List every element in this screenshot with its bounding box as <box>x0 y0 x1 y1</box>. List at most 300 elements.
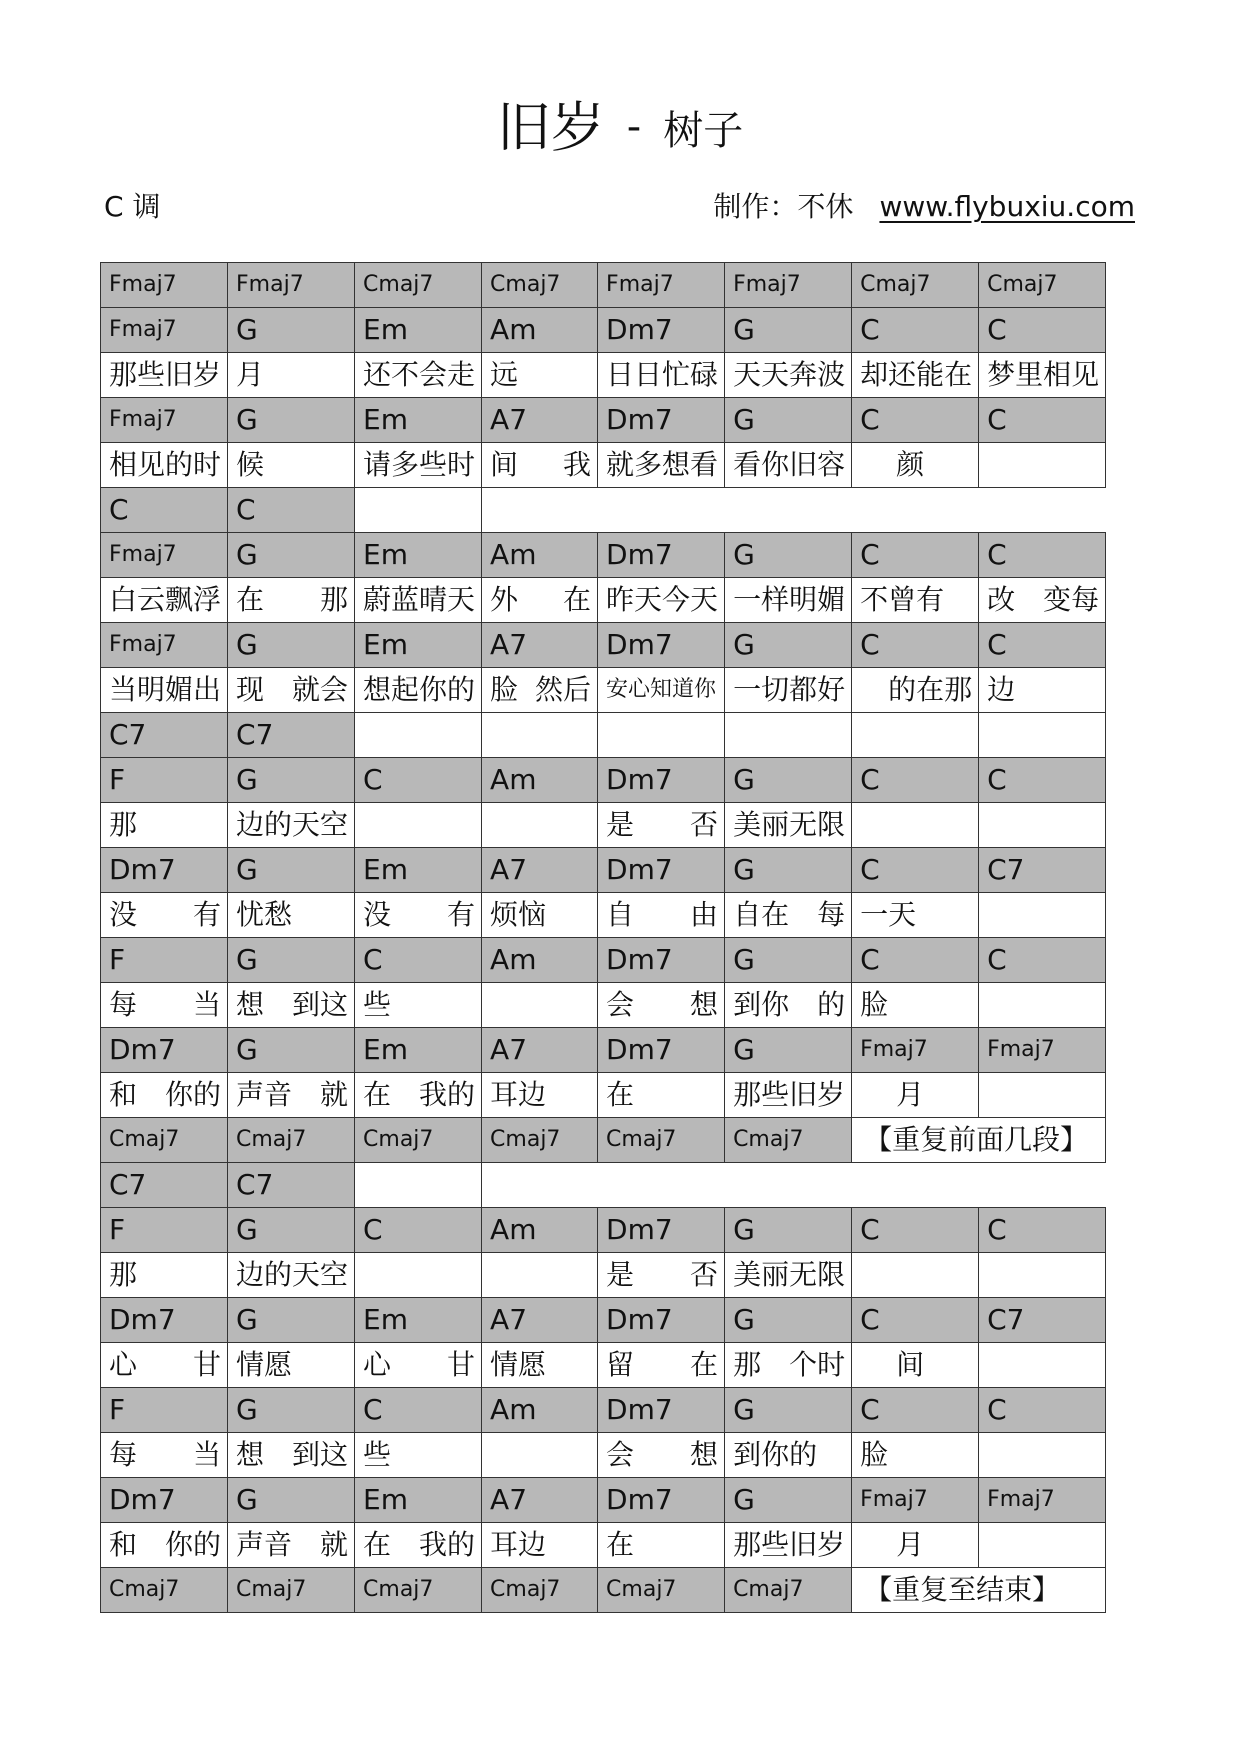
chord-cell: Em <box>355 308 482 353</box>
lyric-cell <box>979 443 1106 488</box>
chord-cell: G <box>725 1028 852 1073</box>
chord-cell <box>852 713 979 758</box>
lyric-cell: 月 <box>228 353 355 398</box>
chord-cell: C <box>852 398 979 443</box>
blank-area <box>482 488 1106 533</box>
chord-cell: G <box>228 533 355 578</box>
chord-grid <box>100 262 1106 1613</box>
chord-cell: C <box>979 1388 1106 1433</box>
song-key: C 调 <box>104 190 161 223</box>
lyric-fragment: 在 <box>563 583 592 616</box>
lyric-fragment: 间 <box>490 448 519 481</box>
lyric-cell: 还不会走 <box>355 353 482 398</box>
lyric-fragment: 想 <box>236 1438 265 1471</box>
lyric-row <box>101 353 1106 398</box>
repeat-note: 【重复前面几段】 <box>852 1118 1106 1163</box>
chord-cell: Dm7 <box>598 1298 725 1343</box>
chord-cell: Cmaj7 <box>852 263 979 308</box>
chord-cell: Dm7 <box>598 623 725 668</box>
chord-cell: G <box>228 308 355 353</box>
chord-cell: Am <box>482 938 598 983</box>
lyric-cell <box>482 1253 598 1298</box>
lyric-cell: 些 <box>355 983 482 1028</box>
chord-cell: G <box>228 1298 355 1343</box>
chord-cell: Em <box>355 533 482 578</box>
chord-cell: C <box>852 848 979 893</box>
lyric-cell <box>482 668 598 713</box>
lyric-fragment: 现 <box>236 673 265 706</box>
lyric-cell: 间 <box>852 1343 979 1388</box>
lyric-fragment: 改 <box>987 583 1016 616</box>
chord-row <box>101 1118 1106 1163</box>
lyric-row <box>101 1523 1106 1568</box>
lyric-cell <box>979 1343 1106 1388</box>
lyric-cell: 月 <box>852 1523 979 1568</box>
title-separator: - <box>626 104 642 150</box>
lyric-fragment: 然后 <box>535 673 592 706</box>
lyric-cell: 到你的 <box>725 1433 852 1478</box>
lyric-fragment: 心 <box>109 1348 138 1381</box>
lyric-cell: 请多些时 <box>355 443 482 488</box>
chord-cell: Fmaj7 <box>101 398 228 443</box>
lyric-cell <box>228 1523 355 1568</box>
lyric-fragment: 那 <box>320 583 349 616</box>
chord-cell: C <box>355 1388 482 1433</box>
lyric-fragment: 就会 <box>292 673 349 706</box>
lyric-cell: 脸 <box>852 1433 979 1478</box>
chord-cell: Fmaj7 <box>979 1028 1106 1073</box>
lyric-cell: 情愿 <box>228 1343 355 1388</box>
lyric-cell <box>598 1253 725 1298</box>
lyric-cell: 在 <box>598 1523 725 1568</box>
lyric-cell: 忧愁 <box>228 893 355 938</box>
lyric-cell: 日日忙碌 <box>598 353 725 398</box>
chord-cell: Dm7 <box>101 1028 228 1073</box>
lyric-fragment: 甘 <box>447 1348 476 1381</box>
lyric-cell: 蔚蓝晴天 <box>355 578 482 623</box>
chord-cell <box>725 713 852 758</box>
chord-cell: C <box>852 1298 979 1343</box>
chord-cell: Dm7 <box>598 1208 725 1253</box>
chord-cell: G <box>725 1388 852 1433</box>
lyric-fragment: 会 <box>606 988 635 1021</box>
lyric-cell <box>979 803 1106 848</box>
lyric-cell <box>355 893 482 938</box>
chord-cell: Fmaj7 <box>228 263 355 308</box>
chord-cell: F <box>101 758 228 803</box>
lyric-row <box>101 1433 1106 1478</box>
chord-cell: Dm7 <box>598 758 725 803</box>
lyric-cell: 那些旧岁 <box>725 1523 852 1568</box>
chord-cell: G <box>228 1478 355 1523</box>
chord-cell: G <box>228 623 355 668</box>
lyric-fragment: 变每 <box>1043 583 1100 616</box>
chord-cell: Cmaj7 <box>355 1568 482 1613</box>
lyric-row <box>101 983 1106 1028</box>
lyric-cell <box>355 1073 482 1118</box>
lyric-cell <box>979 893 1106 938</box>
chord-cell: Dm7 <box>598 1478 725 1523</box>
chord-cell: G <box>228 938 355 983</box>
lyric-fragment: 在 <box>363 1528 392 1561</box>
lyric-cell <box>598 983 725 1028</box>
lyric-fragment: 就 <box>320 1528 349 1561</box>
chord-cell: Am <box>482 1388 598 1433</box>
lyric-cell: 那 <box>101 1253 228 1298</box>
lyric-fragment: 和 <box>109 1528 138 1561</box>
chord-cell: C7 <box>101 1163 228 1208</box>
lyric-cell <box>228 1073 355 1118</box>
chord-cell: G <box>725 938 852 983</box>
lyric-row <box>101 803 1106 848</box>
lyric-cell: 颜 <box>852 443 979 488</box>
chord-cell: C7 <box>101 713 228 758</box>
chord-cell: C <box>355 758 482 803</box>
chord-cell: G <box>725 533 852 578</box>
lyric-cell <box>979 1253 1106 1298</box>
chord-row <box>101 488 1106 533</box>
chord-cell: A7 <box>482 848 598 893</box>
chord-cell: Fmaj7 <box>101 623 228 668</box>
chord-cell: C <box>979 533 1106 578</box>
lyric-cell: 那 <box>101 803 228 848</box>
chord-cell: Fmaj7 <box>725 263 852 308</box>
lyric-fragment: 当 <box>193 1438 222 1471</box>
chord-cell: Cmaj7 <box>979 263 1106 308</box>
chord-cell: Dm7 <box>101 848 228 893</box>
chord-row <box>101 938 1106 983</box>
lyric-fragment: 自在 <box>733 898 790 931</box>
lyric-fragment: 有 <box>193 898 222 931</box>
chord-row <box>101 713 1106 758</box>
lyric-fragment: 我的 <box>419 1078 476 1111</box>
lyric-cell: 一天 <box>852 893 979 938</box>
lyric-fragment: 到你 <box>733 988 790 1021</box>
lyric-cell <box>598 893 725 938</box>
lyric-cell <box>979 983 1106 1028</box>
chord-row <box>101 1208 1106 1253</box>
chord-cell: Dm7 <box>101 1298 228 1343</box>
chord-row <box>101 398 1106 443</box>
lyric-cell <box>482 578 598 623</box>
lyric-fragment: 在 <box>236 583 265 616</box>
lyric-cell: 白云飘浮 <box>101 578 228 623</box>
chord-cell: G <box>725 308 852 353</box>
lyric-cell: 梦里相见 <box>979 353 1106 398</box>
lyric-fragment: 和 <box>109 1078 138 1111</box>
lyric-cell <box>355 1343 482 1388</box>
chord-cell: C <box>852 308 979 353</box>
lyric-cell: 不曾有 <box>852 578 979 623</box>
chord-cell: C <box>979 623 1106 668</box>
lyric-fragment: 甘 <box>193 1348 222 1381</box>
lyric-cell <box>228 983 355 1028</box>
chord-row <box>101 1568 1106 1613</box>
chord-cell <box>598 713 725 758</box>
chord-cell: Fmaj7 <box>101 263 228 308</box>
lyric-cell: 那些旧岁 <box>101 353 228 398</box>
chord-cell: F <box>101 1388 228 1433</box>
chord-cell: Fmaj7 <box>598 263 725 308</box>
chord-cell: Fmaj7 <box>852 1028 979 1073</box>
empty-cell <box>355 488 482 533</box>
author-credit: 制作：不休 <box>713 190 854 223</box>
lyric-fragment: 每 <box>109 1438 138 1471</box>
lyric-cell: 美丽无限 <box>725 803 852 848</box>
lyric-cell: 耳边 <box>482 1073 598 1118</box>
chord-cell: A7 <box>482 398 598 443</box>
chord-cell <box>355 713 482 758</box>
chord-cell: C <box>979 398 1106 443</box>
chord-cell: G <box>228 398 355 443</box>
chord-cell: C <box>852 758 979 803</box>
lyric-fragment: 想 <box>236 988 265 1021</box>
chord-cell: G <box>725 1298 852 1343</box>
lyric-fragment: 没 <box>109 898 138 931</box>
lyric-cell <box>355 803 482 848</box>
lyric-fragment: 我的 <box>419 1528 476 1561</box>
chord-row <box>101 623 1106 668</box>
chord-cell: Dm7 <box>598 398 725 443</box>
chord-cell: C7 <box>979 1298 1106 1343</box>
chord-cell <box>482 713 598 758</box>
lyric-cell <box>979 1433 1106 1478</box>
lyric-fragment: 否 <box>690 1258 719 1291</box>
repeat-note: 【重复至结束】 <box>852 1568 1106 1613</box>
chord-cell: G <box>725 758 852 803</box>
website-link[interactable]: www.flybuxiu.com <box>879 190 1135 223</box>
lyric-cell <box>228 578 355 623</box>
chord-cell: C <box>979 308 1106 353</box>
chord-cell: C <box>101 488 228 533</box>
chord-cell: A7 <box>482 1478 598 1523</box>
lyric-cell <box>598 803 725 848</box>
lyric-fragment: 的 <box>817 988 846 1021</box>
lyric-cell <box>355 1253 482 1298</box>
chord-cell: F <box>101 1208 228 1253</box>
chord-cell: Cmaj7 <box>598 1568 725 1613</box>
lyric-fragment: 你的 <box>165 1078 222 1111</box>
chord-cell: Cmaj7 <box>482 1568 598 1613</box>
lyric-cell: 在 <box>598 1073 725 1118</box>
lyric-cell <box>979 578 1106 623</box>
lyric-cell: 烦恼 <box>482 893 598 938</box>
lyric-cell: 候 <box>228 443 355 488</box>
chord-cell: F <box>101 938 228 983</box>
lyric-cell: 安心知道你 <box>598 668 725 713</box>
lyric-cell <box>979 1523 1106 1568</box>
chord-cell: Cmaj7 <box>725 1568 852 1613</box>
lyric-fragment: 声音 <box>236 1078 293 1111</box>
chord-row <box>101 263 1106 308</box>
lyric-cell <box>482 1433 598 1478</box>
chord-cell: C <box>979 938 1106 983</box>
chord-cell: Em <box>355 1028 482 1073</box>
lyric-cell <box>228 1433 355 1478</box>
lyric-cell <box>101 893 228 938</box>
lyric-cell <box>598 1343 725 1388</box>
lyric-fragment: 个时 <box>789 1348 846 1381</box>
chord-cell: Am <box>482 758 598 803</box>
lyric-cell: 昨天今天 <box>598 578 725 623</box>
chord-cell: Em <box>355 398 482 443</box>
lyric-row <box>101 893 1106 938</box>
chord-cell: Fmaj7 <box>852 1478 979 1523</box>
chord-cell: Fmaj7 <box>979 1478 1106 1523</box>
lyric-cell: 相见的时 <box>101 443 228 488</box>
chord-cell: Em <box>355 1298 482 1343</box>
chord-cell: C7 <box>228 1163 355 1208</box>
lyric-cell: 的在那 <box>852 668 979 713</box>
lyric-fragment: 没 <box>363 898 392 931</box>
lyric-cell: 脸 <box>852 983 979 1028</box>
lyric-row <box>101 578 1106 623</box>
lyric-cell <box>101 1343 228 1388</box>
chord-row <box>101 758 1106 803</box>
lyric-cell: 些 <box>355 1433 482 1478</box>
chord-cell: C <box>355 1208 482 1253</box>
lyric-cell: 边的天空 <box>228 803 355 848</box>
chord-cell: G <box>725 1478 852 1523</box>
lyric-fragment: 有 <box>447 898 476 931</box>
lyric-row <box>101 668 1106 713</box>
lyric-fragment: 是 <box>606 808 635 841</box>
lyric-cell: 一切都好 <box>725 668 852 713</box>
chord-cell: Dm7 <box>598 938 725 983</box>
artist-name: 树子 <box>663 108 744 154</box>
lyric-fragment: 心 <box>363 1348 392 1381</box>
chord-cell: Cmaj7 <box>101 1118 228 1163</box>
lyric-fragment: 我 <box>563 448 592 481</box>
chord-cell: Dm7 <box>598 848 725 893</box>
chord-cell: C <box>852 533 979 578</box>
lyric-cell: 远 <box>482 353 598 398</box>
lyric-cell <box>852 1253 979 1298</box>
chord-cell: Dm7 <box>101 1478 228 1523</box>
lyric-cell <box>725 893 852 938</box>
chord-cell: Cmaj7 <box>228 1568 355 1613</box>
lyric-cell <box>482 983 598 1028</box>
chord-cell: Am <box>482 533 598 578</box>
chord-cell: G <box>228 758 355 803</box>
lyric-cell: 却还能在 <box>852 353 979 398</box>
chord-cell: Fmaj7 <box>101 308 228 353</box>
lyric-cell: 就多想看 <box>598 443 725 488</box>
chord-row <box>101 848 1106 893</box>
lyric-cell <box>101 1523 228 1568</box>
chord-cell: Cmaj7 <box>598 1118 725 1163</box>
lyric-fragment: 就 <box>320 1078 349 1111</box>
lyric-cell <box>101 1433 228 1478</box>
lyric-cell: 月 <box>852 1073 979 1118</box>
chord-cell: Cmaj7 <box>725 1118 852 1163</box>
lyric-fragment: 你的 <box>165 1528 222 1561</box>
lyric-fragment: 到这 <box>292 1438 349 1471</box>
lyric-fragment: 自 <box>606 898 635 931</box>
lyric-fragment: 在 <box>690 1348 719 1381</box>
lyric-fragment: 由 <box>690 898 719 931</box>
chord-row <box>101 1163 1106 1208</box>
chord-cell: C <box>979 758 1106 803</box>
song-title <box>0 92 1240 166</box>
chord-cell <box>979 713 1106 758</box>
chord-cell: C <box>852 623 979 668</box>
lyric-fragment: 脸 <box>490 673 519 706</box>
chord-cell: Em <box>355 1478 482 1523</box>
chord-row <box>101 1298 1106 1343</box>
chord-cell: Cmaj7 <box>482 1118 598 1163</box>
chord-cell: G <box>228 1028 355 1073</box>
lyric-fragment: 想 <box>690 1438 719 1471</box>
chord-cell: C7 <box>979 848 1106 893</box>
chord-cell: C <box>979 1208 1106 1253</box>
lyric-fragment: 每 <box>109 988 138 1021</box>
lyric-fragment: 那 <box>733 1348 762 1381</box>
chord-cell: G <box>725 1208 852 1253</box>
lyric-fragment: 想 <box>690 988 719 1021</box>
lyric-fragment: 到这 <box>292 988 349 1021</box>
lyric-fragment: 在 <box>363 1078 392 1111</box>
lyric-cell: 耳边 <box>482 1523 598 1568</box>
chord-cell: A7 <box>482 1298 598 1343</box>
chord-cell: Cmaj7 <box>355 263 482 308</box>
chord-cell: Dm7 <box>598 533 725 578</box>
chord-row <box>101 1478 1106 1523</box>
lyric-cell: 情愿 <box>482 1343 598 1388</box>
chord-cell: A7 <box>482 1028 598 1073</box>
chord-cell: Dm7 <box>598 1028 725 1073</box>
chord-cell: Am <box>482 1208 598 1253</box>
chord-cell: C <box>852 1388 979 1433</box>
lyric-cell <box>598 1433 725 1478</box>
chord-cell: Cmaj7 <box>355 1118 482 1163</box>
chord-cell: Em <box>355 623 482 668</box>
chord-row <box>101 1028 1106 1073</box>
lyric-cell: 天天奔波 <box>725 353 852 398</box>
lyric-fragment: 外 <box>490 583 519 616</box>
lyric-fragment: 留 <box>606 1348 635 1381</box>
lyric-cell: 当明媚出 <box>101 668 228 713</box>
empty-cell <box>355 1163 482 1208</box>
chord-cell: G <box>725 398 852 443</box>
lyric-fragment: 否 <box>690 808 719 841</box>
chord-cell: G <box>228 1388 355 1433</box>
lyric-cell: 那些旧岁 <box>725 1073 852 1118</box>
chord-row <box>101 533 1106 578</box>
lyric-cell <box>101 1073 228 1118</box>
lyric-cell <box>852 803 979 848</box>
lyric-cell: 美丽无限 <box>725 1253 852 1298</box>
lyric-cell <box>101 983 228 1028</box>
lyric-cell: 边的天空 <box>228 1253 355 1298</box>
chord-cell: G <box>228 848 355 893</box>
chord-cell: Am <box>482 308 598 353</box>
lyric-fragment: 会 <box>606 1438 635 1471</box>
lyric-cell <box>725 983 852 1028</box>
chord-cell: C <box>852 938 979 983</box>
blank-area <box>482 1163 1106 1208</box>
chord-cell: G <box>228 1208 355 1253</box>
chord-cell: C <box>228 488 355 533</box>
lyric-fragment: 当 <box>193 988 222 1021</box>
lyric-fragment: 是 <box>606 1258 635 1291</box>
lyric-cell <box>979 1073 1106 1118</box>
lyric-row <box>101 1073 1106 1118</box>
chord-row <box>101 308 1106 353</box>
lyric-fragment: 每 <box>817 898 846 931</box>
credit-line <box>713 187 1135 227</box>
song-name: 旧岁 <box>496 96 605 159</box>
